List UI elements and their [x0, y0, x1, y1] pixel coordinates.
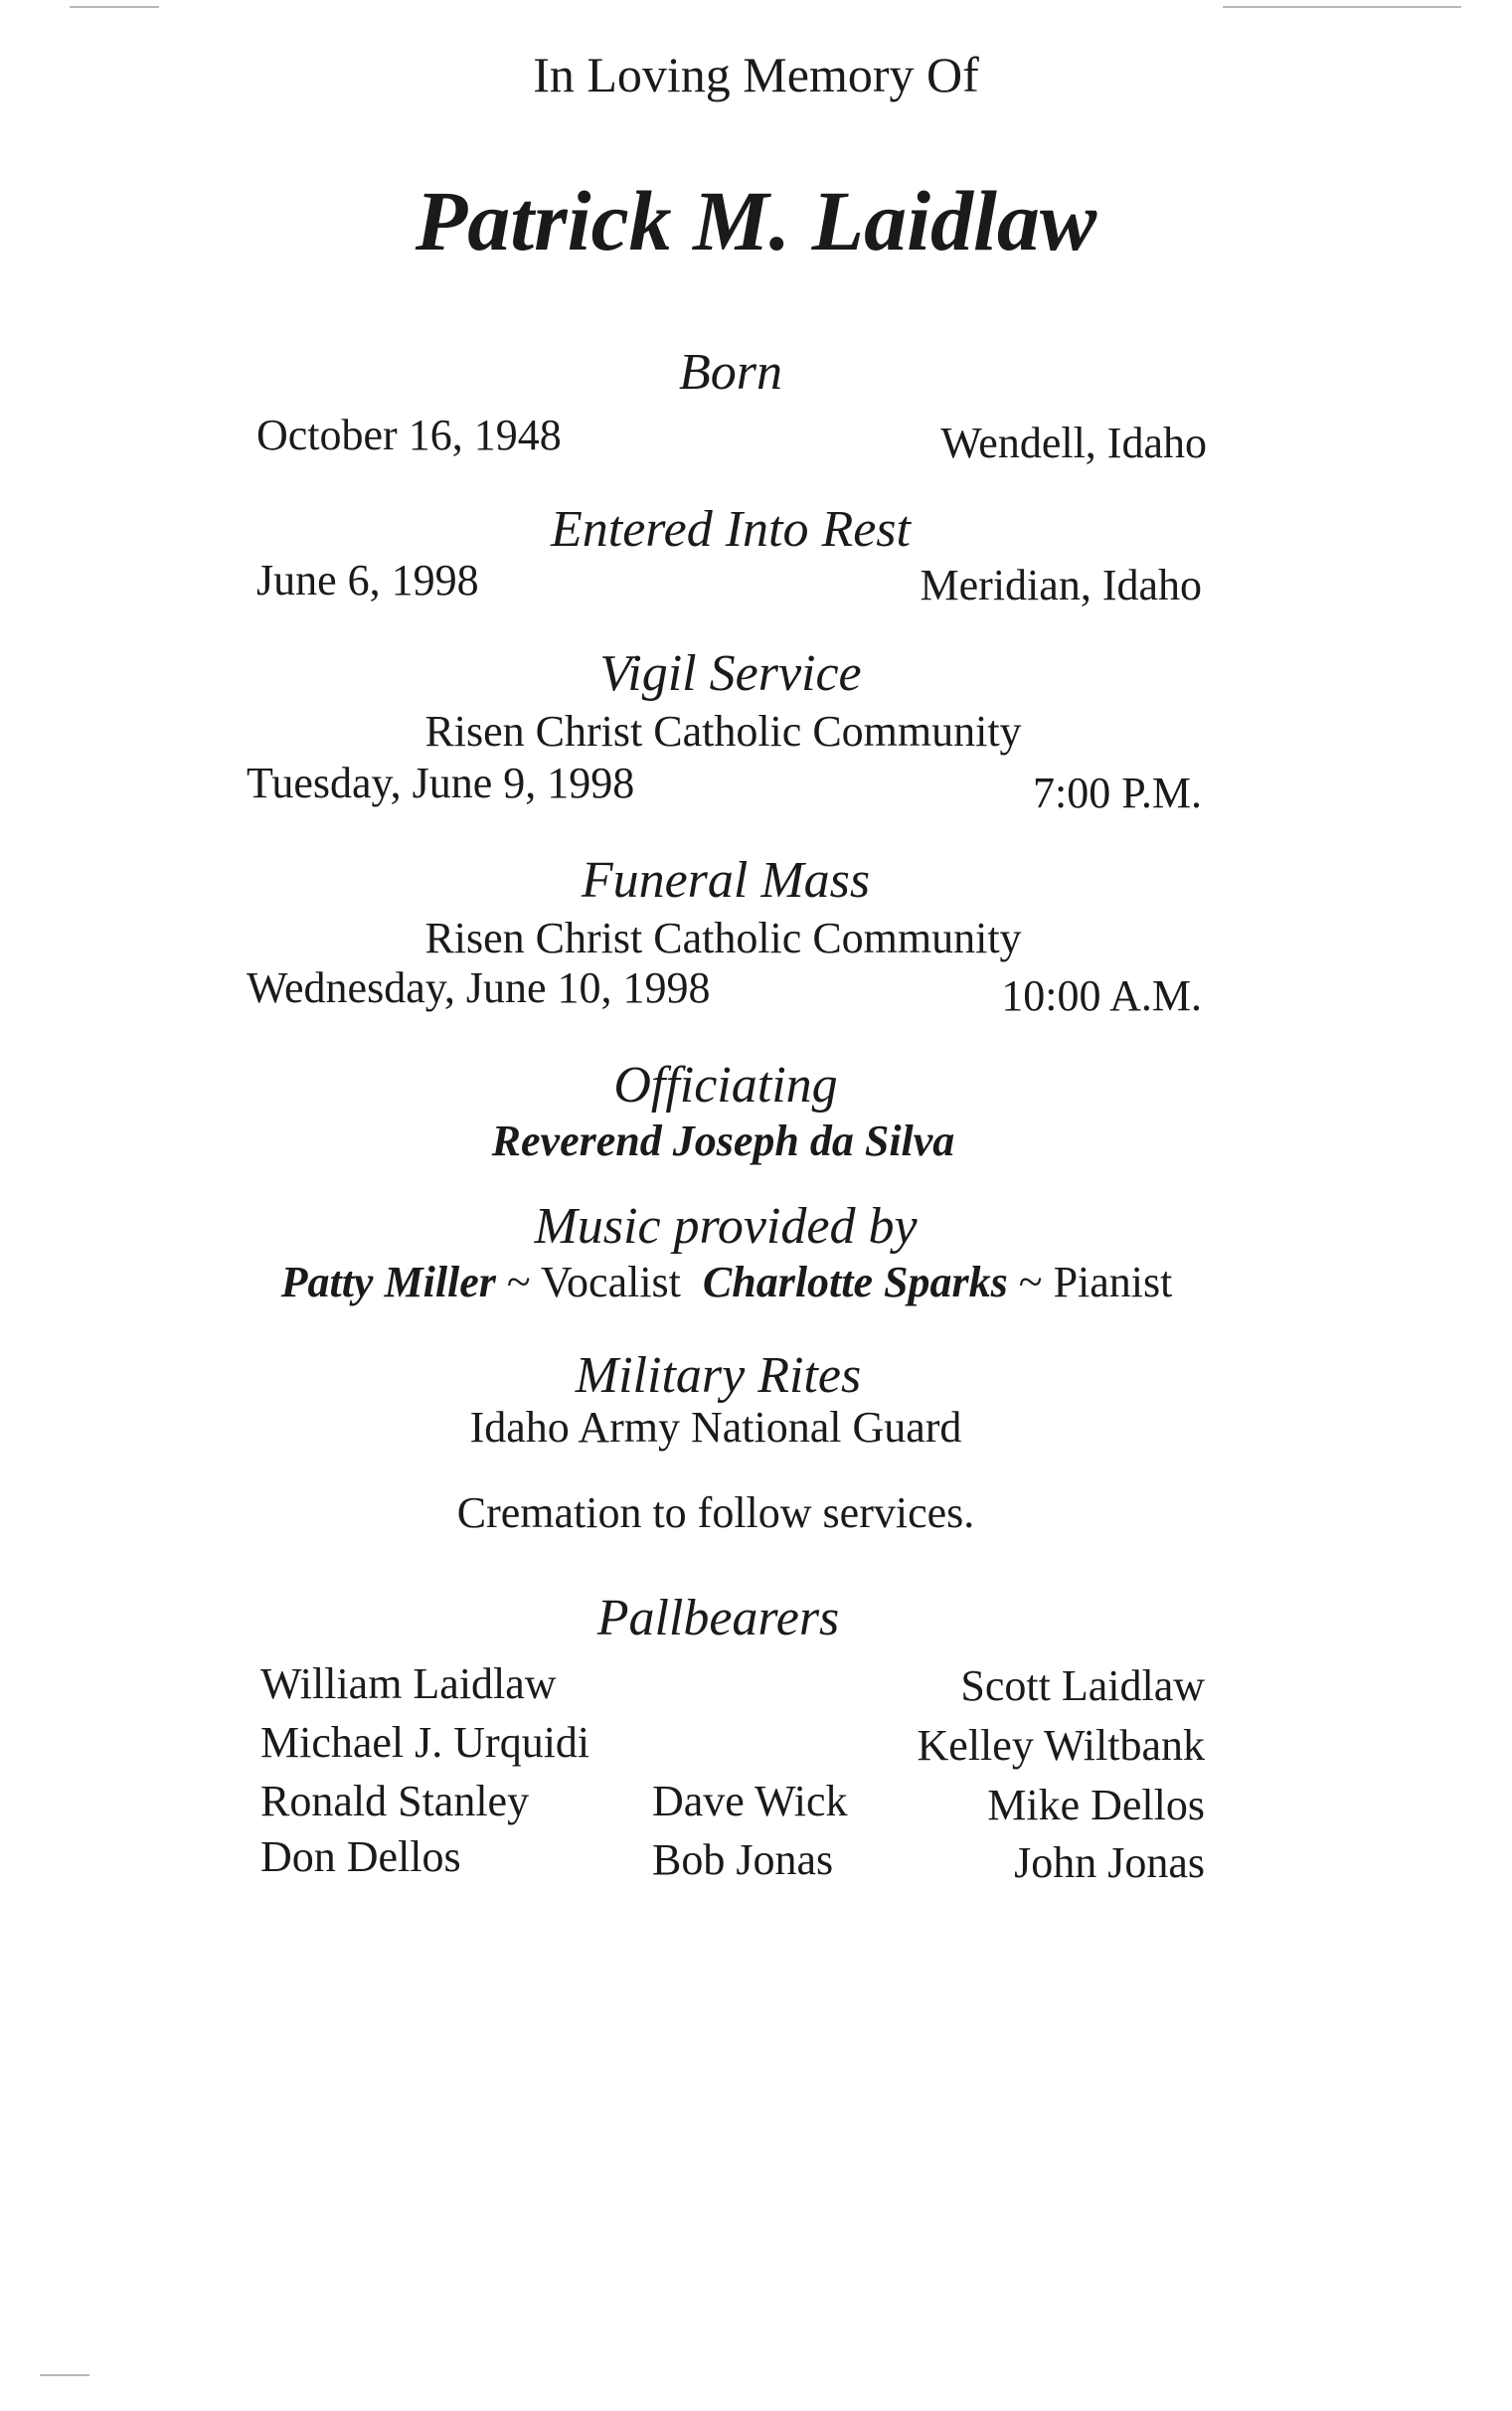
pallbearer-name: William Laidlaw: [260, 1659, 557, 1708]
mass-date: Wednesday, June 10, 1998: [247, 963, 711, 1012]
pallbearer-name: Scott Laidlaw: [960, 1661, 1205, 1710]
intro-heading: In Loving Memory Of: [533, 47, 979, 102]
pianist-role: ~ Pianist: [1018, 1258, 1173, 1306]
vocalist-name: Patty Miller: [280, 1258, 496, 1306]
music-title: Music provided by: [534, 1198, 918, 1255]
pallbearer-name: Dave Wick: [652, 1777, 848, 1825]
cremation-note: Cremation to follow services.: [456, 1488, 975, 1537]
pallbearer-name: Don Dellos: [260, 1832, 461, 1881]
mass-time: 10:00 A.M.: [1001, 971, 1202, 1020]
pallbearers-title: Pallbearers: [596, 1590, 840, 1646]
officiant-name: Reverend Joseph da Silva: [491, 1117, 955, 1165]
rest-title: Entered Into Rest: [551, 501, 911, 558]
pallbearer-name: Bob Jonas: [652, 1835, 834, 1884]
born-date: October 16, 1948: [256, 411, 562, 459]
rest-date: June 6, 1998: [256, 556, 479, 604]
rest-place: Meridian, Idaho: [920, 561, 1202, 609]
born-place: Wendell, Idaho: [940, 419, 1207, 467]
mass-title: Funeral Mass: [581, 852, 871, 909]
vigil-location: Risen Christ Catholic Community: [424, 707, 1022, 756]
born-title: Born: [679, 344, 782, 401]
mass-location: Risen Christ Catholic Community: [424, 914, 1022, 962]
scan-mark: [70, 6, 159, 8]
military-title: Military Rites: [575, 1347, 862, 1404]
officiating-title: Officiating: [613, 1057, 838, 1114]
pianist-name: Charlotte Sparks: [702, 1258, 1008, 1306]
vocalist-role: ~ Vocalist: [506, 1258, 681, 1306]
music-credits: [0, 1257, 1453, 1307]
military-unit: Idaho Army National Guard: [469, 1403, 962, 1452]
pallbearer-name: Mike Dellos: [987, 1781, 1205, 1829]
scan-mark: [40, 2374, 89, 2376]
vigil-time: 7:00 P.M.: [1033, 769, 1202, 817]
scan-mark: [1223, 6, 1461, 8]
vigil-title: Vigil Service: [599, 645, 862, 702]
pallbearer-name: Michael J. Urquidi: [260, 1718, 590, 1767]
vigil-date: Tuesday, June 9, 1998: [247, 759, 635, 807]
pallbearer-name: John Jonas: [1014, 1838, 1205, 1887]
pallbearer-name: Kelley Wiltbank: [917, 1721, 1205, 1770]
decedent-name: Patrick M. Laidlaw: [415, 173, 1097, 268]
pallbearer-name: Ronald Stanley: [260, 1777, 530, 1825]
